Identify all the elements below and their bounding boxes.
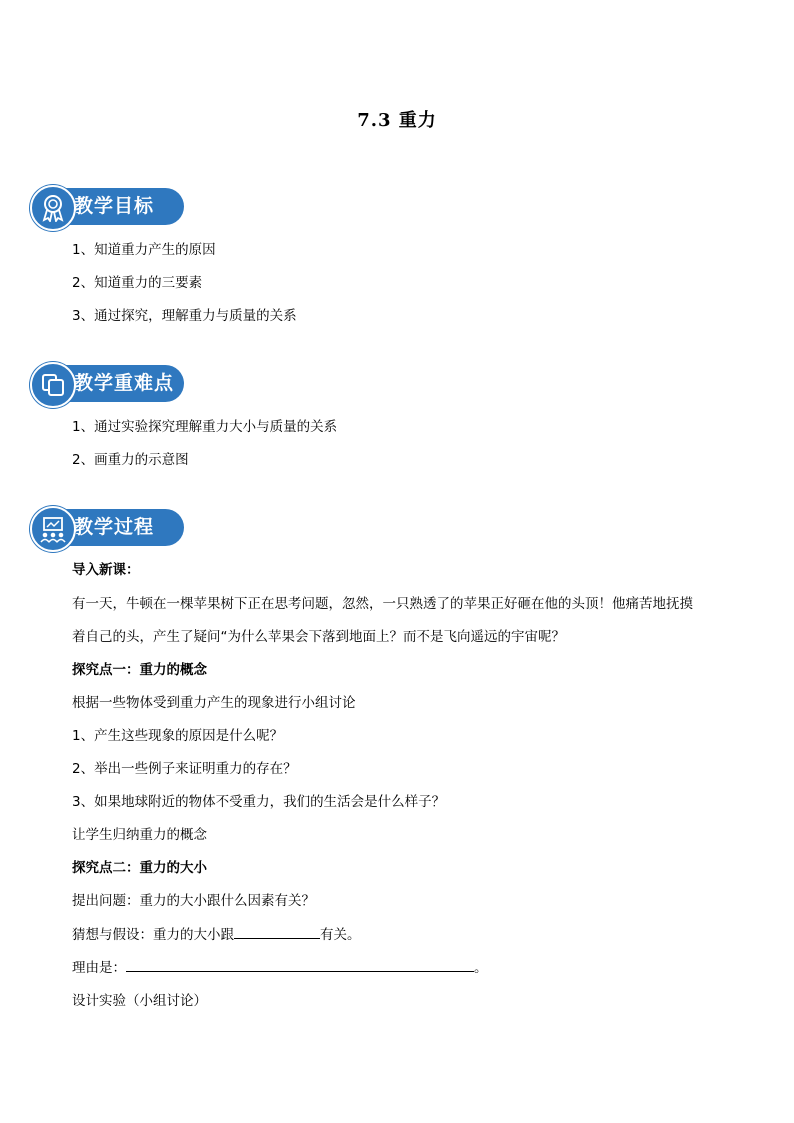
reason-prefix: 理由是：: [72, 960, 126, 976]
list-item: 3、通过探究，理解重力与质量的关系: [72, 308, 297, 324]
award-ribbon-icon: [30, 185, 76, 231]
guess-prefix: 猜想与假设：重力的大小跟: [72, 927, 234, 943]
subsection-heading: 探究点一：重力的概念: [72, 662, 207, 678]
section-banner-key-points: [30, 362, 186, 406]
section-heading: 教学目标: [74, 195, 155, 217]
guess-line: [72, 923, 361, 943]
fill-blank[interactable]: [234, 926, 320, 939]
list-item: 3、如果地球附近的物体不受重力，我们的生活会是什么样子？: [72, 794, 446, 810]
intro-heading: 导入新课：: [72, 562, 140, 578]
documents-icon: [30, 362, 76, 408]
list-item: 2、知道重力的三要素: [72, 275, 203, 291]
paragraph-line: 根据一些物体受到重力产生的现象进行小组讨论: [72, 695, 356, 711]
paragraph-line: 着自己的头，产生了疑问“为什么苹果会下落到地面上？而不是飞向遥远的宇宙呢？: [72, 629, 565, 645]
list-item: 1、知道重力产生的原因: [72, 242, 216, 258]
list-item: 2、举出一些例子来证明重力的存在？: [72, 761, 297, 777]
page-title: 7.3 重力: [357, 110, 437, 131]
list-item: 1、产生这些现象的原因是什么呢？: [72, 728, 284, 744]
paragraph-line: 让学生归纳重力的概念: [72, 827, 207, 843]
subsection-heading: 探究点二：重力的大小: [72, 860, 207, 876]
fill-blank[interactable]: [126, 959, 474, 972]
section-banner-objectives: [30, 185, 186, 229]
paragraph-line: 有一天，牛顿在一棵苹果树下正在思考问题，忽然，一只熟透了的苹果正好砸在他的头顶！他痛苦地抚摸: [72, 596, 693, 612]
section-heading: 教学重难点: [74, 372, 175, 394]
paragraph-line: 提出问题：重力的大小跟什么因素有关？: [72, 893, 315, 909]
section-banner-process: [30, 506, 186, 550]
presentation-icon: [30, 506, 76, 552]
list-item: 1、通过实验探究理解重力大小与质量的关系: [72, 419, 338, 435]
guess-suffix: 有关。: [320, 927, 361, 943]
paragraph-line: 设计实验（小组讨论）: [72, 993, 207, 1009]
list-item: 2、画重力的示意图: [72, 452, 189, 468]
section-heading: 教学过程: [74, 516, 155, 538]
reason-suffix: 。: [474, 960, 488, 976]
reason-line: [72, 956, 488, 976]
